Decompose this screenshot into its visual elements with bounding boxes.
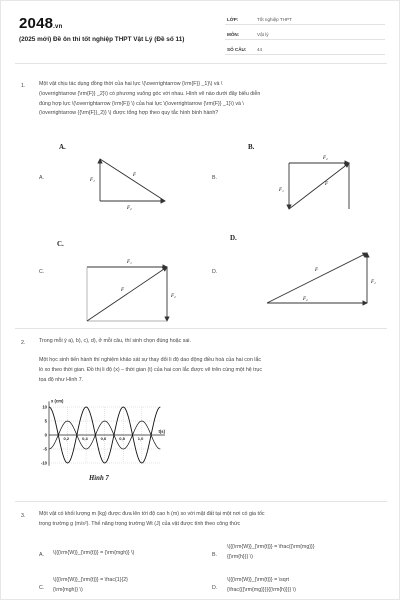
y-tick-label: 10 bbox=[42, 404, 47, 410]
question-line: lò xo theo thời gian. Đồ thị li độ (x) – thời gian (t) của hai con lắc được vẽ trên cùng một hệ trục bbox=[39, 366, 263, 373]
figure-letter-a: A. bbox=[59, 143, 66, 151]
y-tick-label: -10 bbox=[40, 460, 47, 466]
question-line: Một học sinh tiến hành thí nghiệm khảo sát sự thay đổi li độ dao động điều hoà của hai con lắc bbox=[39, 357, 262, 363]
option-line: \({{\rm{W}}_{\rm{t}}} = {\rm{mgh}} \) bbox=[53, 550, 135, 556]
option-a-label[interactable]: A. bbox=[39, 552, 45, 558]
option-b[interactable]: B. bbox=[212, 175, 218, 181]
option-a-text[interactable] bbox=[53, 549, 203, 559]
option-b-text[interactable] bbox=[227, 543, 387, 563]
meta-key: SỐ CÂU: bbox=[227, 47, 247, 52]
label-f1: F₁ bbox=[371, 280, 376, 285]
vector-f bbox=[87, 267, 167, 321]
meta-value: 44 bbox=[257, 47, 263, 52]
site-logo[interactable] bbox=[19, 15, 62, 32]
question-number: 2. bbox=[21, 340, 26, 346]
option-line: \({{\rm{W}}_{\rm{t}}} = \sqrt bbox=[227, 577, 289, 583]
section-divider bbox=[15, 328, 387, 329]
figure-7-chart bbox=[35, 399, 185, 471]
option-line: {\frac{{{\rm{mg}}}}{{\rm{h}}}} \) bbox=[227, 586, 296, 593]
label-f1: F₁ bbox=[279, 188, 284, 193]
question-1-text bbox=[39, 80, 387, 119]
meta-key: LỚP: bbox=[227, 17, 239, 22]
vector-f bbox=[267, 253, 367, 303]
question-line: (\overrightarrow {{\rm{F}}_2}} \) được tổng hợp theo quy tắc hình bình hành? bbox=[39, 110, 219, 117]
x-tick-label: 1,0 bbox=[137, 436, 144, 441]
label-f2: F₂ bbox=[323, 156, 328, 161]
section-divider bbox=[15, 501, 387, 502]
label-f: F bbox=[133, 173, 137, 178]
question-2-text bbox=[39, 356, 389, 385]
label-f: F bbox=[325, 182, 329, 187]
header-divider bbox=[15, 63, 387, 64]
meta-row-class bbox=[225, 15, 385, 25]
x-tick-label: 0,6 bbox=[100, 436, 107, 441]
logo-suffix: .vn bbox=[53, 24, 63, 30]
y-tick-label: -5 bbox=[43, 446, 47, 452]
option-d[interactable]: D. bbox=[212, 269, 218, 275]
figure-caption: Hình 7 bbox=[89, 475, 109, 482]
label-f: F bbox=[121, 288, 125, 293]
meta-key: MÔN: bbox=[227, 32, 240, 37]
option-b-label[interactable]: B. bbox=[212, 552, 218, 558]
question-line: đúng hợp lực \(\overrightarrow {\rm{F}} \) của hai lực \(\overrightarrow {\rm{F}} _1}\) và \ bbox=[39, 100, 244, 107]
question-line: Một vật có khối lượng m (kg) được đưa lên tới độ cao h (m) so với mặt đất tại một nơi có gia tốc bbox=[39, 511, 265, 517]
figure-a bbox=[85, 151, 185, 213]
x-tick-label: 0,8 bbox=[119, 436, 125, 441]
meta-value: Vật lý bbox=[257, 32, 269, 37]
option-d-label[interactable]: D. bbox=[212, 585, 218, 591]
vector-f bbox=[289, 163, 349, 209]
figure-c bbox=[75, 251, 185, 331]
option-c-text[interactable] bbox=[53, 576, 203, 596]
logo-main: 2048 bbox=[19, 15, 54, 32]
figure-letter-b: B. bbox=[248, 143, 255, 151]
question-3-text bbox=[39, 510, 389, 530]
label-f1: F₁ bbox=[90, 178, 95, 183]
label-f2: F₂ bbox=[171, 294, 176, 299]
question-number: 3. bbox=[21, 513, 26, 519]
figure-letter-d: D. bbox=[230, 234, 237, 242]
question-line: tọa độ như Hình 7. bbox=[39, 376, 84, 383]
vector-f bbox=[100, 159, 165, 201]
question-line: Một vật chịu tác dụng đồng thời của hai lực \(\overrightarrow {\rm{F}} _1}\) và \ bbox=[39, 81, 223, 87]
option-line: \({{\rm{W}}_{\rm{t}}} = \frac{1}{2} bbox=[53, 577, 128, 583]
y-axis-label: x (cm) bbox=[51, 398, 64, 404]
option-line: {{\rm{h}}} \) bbox=[227, 553, 253, 560]
question-line: (\overrightarrow {\rm{F}} _2}\) có phương vuông góc với nhau. Hình vẽ nào dưới đây biểu diễn bbox=[39, 90, 261, 97]
option-line: \({{\rm{W}}_{\rm{t}}} = \frac{{\rm{mg}}} bbox=[227, 544, 315, 550]
y-tick-label: 5 bbox=[44, 418, 47, 424]
question-2-instruction: Trong mỗi ý a), b), c), d), ở mỗi câu, thí sinh chọn đúng hoặc sai. bbox=[39, 338, 191, 344]
meta-value: Tốt nghiệp THPT bbox=[257, 17, 292, 22]
figure-letter-c: C. bbox=[57, 240, 64, 248]
meta-row-subject bbox=[225, 30, 385, 40]
option-a[interactable]: A. bbox=[39, 175, 45, 181]
question-number: 1. bbox=[21, 83, 26, 89]
option-c-label[interactable]: C. bbox=[39, 585, 45, 591]
meta-row-count bbox=[225, 45, 385, 55]
figure-b bbox=[267, 153, 367, 215]
label-f2: F₂ bbox=[303, 297, 308, 302]
figure-d bbox=[259, 245, 379, 315]
option-line: {\rm{mgh}} \) bbox=[53, 586, 83, 593]
x-axis-label: t(s) bbox=[158, 429, 166, 434]
label-f1: F₁ bbox=[127, 260, 132, 265]
x-tick-label: 0,4 bbox=[82, 436, 88, 441]
y-tick-label: 0 bbox=[44, 432, 47, 438]
exam-title: (2025 mới) Đề ôn thi tốt nghiệp THPT Vật Lý (Đề số 11) bbox=[19, 36, 185, 43]
option-c[interactable]: C. bbox=[39, 269, 45, 275]
option-d-text[interactable] bbox=[227, 576, 387, 596]
label-f: F bbox=[315, 268, 319, 273]
label-f2: F₂ bbox=[127, 206, 132, 211]
x-tick-label: 0,2 bbox=[63, 436, 70, 441]
question-line: trọng trường g (m/s²). Thế năng trọng trường Wt (J) của vật được tính theo công thức bbox=[39, 520, 241, 527]
